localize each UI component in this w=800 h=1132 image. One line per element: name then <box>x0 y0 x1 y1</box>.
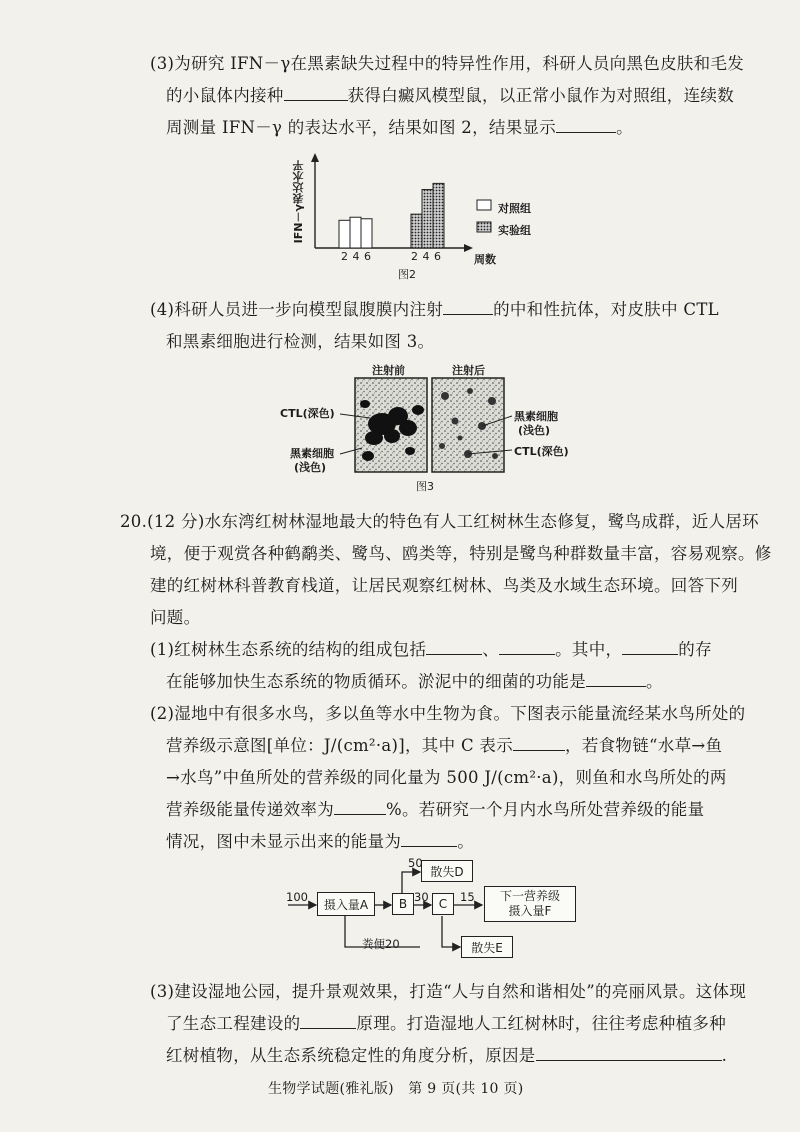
answer-blank[interactable] <box>499 640 555 655</box>
answer-blank[interactable] <box>426 640 482 655</box>
flow-box-f-line1: 下一营养级 <box>499 889 560 903</box>
flow-box-b: B <box>392 893 414 915</box>
fig2-y-arrow <box>311 153 319 162</box>
answer-blank[interactable] <box>622 640 678 655</box>
legend-control-label: 对照组 <box>498 202 531 215</box>
q20-3-line3-end: . <box>721 1046 728 1065</box>
legend-exp-label: 实验组 <box>498 224 531 237</box>
fig3-label-before: 注射前 <box>372 364 405 377</box>
q20-line4: 问题。 <box>150 608 201 627</box>
q20-2-line3: →水鸟”中鱼所处的营养级的同化量为 500 J/(cm²·a)，则鱼和水鸟所处的两 <box>166 768 727 787</box>
q20-2-line1: (2)湿地中有很多水鸟，多以鱼等水中生物为食。下图表示能量流经某水鸟所处的 <box>150 704 746 723</box>
q20-2-line4 <box>166 796 704 820</box>
q20-1-line2-text-a: 在能够加快生态系统的物质循环。淤泥中的细菌的功能是 <box>166 672 586 691</box>
q20-2-line5 <box>166 828 474 852</box>
q20-2-line5-text-a: 情况，图中未显示出来的能量为 <box>166 832 402 851</box>
fig3-ctl-right: CTL(深色) <box>514 445 569 458</box>
bar-control-week-4 <box>350 217 361 248</box>
q19-3-line2-text-b: 获得白癜风模型鼠，以正常小鼠作为对照组，连续数 <box>347 86 735 105</box>
answer-blank[interactable] <box>443 300 493 315</box>
flow-box-c: C <box>432 893 454 915</box>
q20-1-line1 <box>150 636 712 660</box>
q20-1-text-a: (1)红树林生态系统的结构的组成包括 <box>150 640 427 659</box>
q20-3-line2-text-b: 原理。打造湿地人工红树林时，往往考虑种植多种 <box>356 1014 727 1033</box>
fig3-label-after: 注射后 <box>452 364 485 377</box>
q20-line2: 境，便于观赏各种鹤鹬类、鹭鸟、鸥类等，特别是鹭鸟种群数量丰富，容易观察。修 <box>150 544 772 563</box>
q20-3-line2 <box>166 1010 726 1034</box>
q20-3-line2-text-a: 了生态工程建设的 <box>166 1014 301 1033</box>
q19-4-line2: 和黑素细胞进行检测，结果如图 3。 <box>166 332 435 351</box>
legend-exp-swatch <box>477 222 491 232</box>
q19-3-line1: (3)为研究 IFN－γ在黑素缺失过程中的特异性作用，科研人员向黑色皮肤和毛发 <box>150 54 745 73</box>
fig3-mel-right-1: 黑素细胞 <box>514 410 558 423</box>
fig2-ticks-exp: 2 4 6 <box>411 250 442 263</box>
q19-4-line1-text-b: 的中和性抗体，对皮肤中 CTL <box>493 300 719 319</box>
q20-2-line2 <box>166 732 722 756</box>
q19-3-line2-text-a: 的小鼠体内接种 <box>166 86 284 105</box>
flow-value-15: 15 <box>460 890 475 904</box>
answer-blank[interactable] <box>334 800 386 815</box>
flow-box-e: 散失E <box>461 936 513 958</box>
flow-box-d: 散失D <box>421 860 473 882</box>
fig2-ticks-control: 2 4 6 <box>341 250 372 263</box>
q20-1-text-b: 。其中， <box>555 640 623 659</box>
fig2-x-arrow <box>464 244 473 252</box>
q20-1-line2 <box>166 668 663 692</box>
arrow-c-e <box>442 916 460 947</box>
flow-value-30: 30 <box>414 890 429 904</box>
answer-blank[interactable] <box>401 832 457 847</box>
flow-value-50: 50 <box>408 856 423 870</box>
fig3-mel-left-1: 黑素细胞 <box>290 447 334 460</box>
q20-3-line3-text: 红树植物，从生态系统稳定性的角度分析，原因是 <box>166 1046 536 1065</box>
fig2-caption: 图2 <box>398 268 416 281</box>
bar-exp-week-6 <box>433 183 444 248</box>
answer-blank[interactable] <box>586 672 646 687</box>
fig3-mel-left-2: (浅色) <box>294 461 327 474</box>
flow-feces: 粪便20 <box>362 937 400 951</box>
q20-line3: 建的红树林科普教育栈道，让居民观察红树林、鸟类及水域生态环境。回答下列 <box>150 576 738 595</box>
fig3-caption: 图3 <box>416 480 434 493</box>
answer-blank[interactable] <box>556 118 616 133</box>
bar-exp-week-4 <box>422 190 433 248</box>
q20-2-line2-text-b: ，若食物链“水草→鱼 <box>565 736 723 755</box>
q20-2-line4-text-b: %。若研究一个月内水鸟所处营养级的能量 <box>386 800 705 819</box>
bar-control-week-2 <box>339 220 350 248</box>
page-footer: 生物学试题(雅礼版) 第 9 页(共 10 页) <box>268 1081 524 1097</box>
q19-3-line3-text-b: 。 <box>616 118 633 137</box>
q20-2-line5-text-b: 。 <box>457 832 475 851</box>
q20-line1: 20.(12 分)水东湾红树林湿地最大的特色有人工红树林生态修复，鹭鸟成群，近人居环 <box>120 512 759 531</box>
fig2-xlabel: 周数 <box>474 253 496 266</box>
answer-blank[interactable] <box>513 736 565 751</box>
fig3-ctl-left: CTL(深色) <box>280 407 335 420</box>
q20-3-line1: (3)建设湿地公园，提升景观效果，打造“人与自然和谐相处”的亮丽风景。这体现 <box>150 982 747 1001</box>
bar-control-week-6 <box>361 219 372 248</box>
fig2-ylabel: IFN－γ表达水平 <box>292 160 305 244</box>
answer-blank[interactable] <box>284 86 348 101</box>
q20-1-line2-text-b: 。 <box>646 672 663 691</box>
flow-input-value: 100 <box>286 890 308 904</box>
flow-box-f-line2: 摄入量F <box>508 904 552 918</box>
fig3-mel-right-2: (浅色) <box>518 424 551 437</box>
flow-box-a: 摄入量A <box>317 892 375 916</box>
bar-exp-week-2 <box>411 214 422 248</box>
q20-1-sep: 、 <box>482 640 500 659</box>
legend-control-swatch <box>477 200 491 210</box>
q19-3-line2 <box>166 82 734 106</box>
q19-3-line3 <box>166 114 633 138</box>
q19-4-line1 <box>150 296 719 320</box>
q20-3-line3 <box>166 1042 727 1066</box>
answer-blank[interactable] <box>300 1014 356 1029</box>
q20-1-text-c: 的存 <box>678 640 712 659</box>
q19-3-line3-text-a: 周测量 IFN－γ 的表达水平，结果如图 2，结果显示 <box>166 118 557 137</box>
q20-2-line2-text-a: 营养级示意图[单位：J/(cm²·a)]，其中 C 表示 <box>166 736 514 755</box>
flow-box-f <box>484 886 576 922</box>
q20-2-line4-text-a: 营养级能量传递效率为 <box>166 800 334 819</box>
q19-4-line1-text-a: (4)科研人员进一步向模型鼠腹膜内注射 <box>150 300 444 319</box>
answer-blank[interactable] <box>536 1046 722 1061</box>
